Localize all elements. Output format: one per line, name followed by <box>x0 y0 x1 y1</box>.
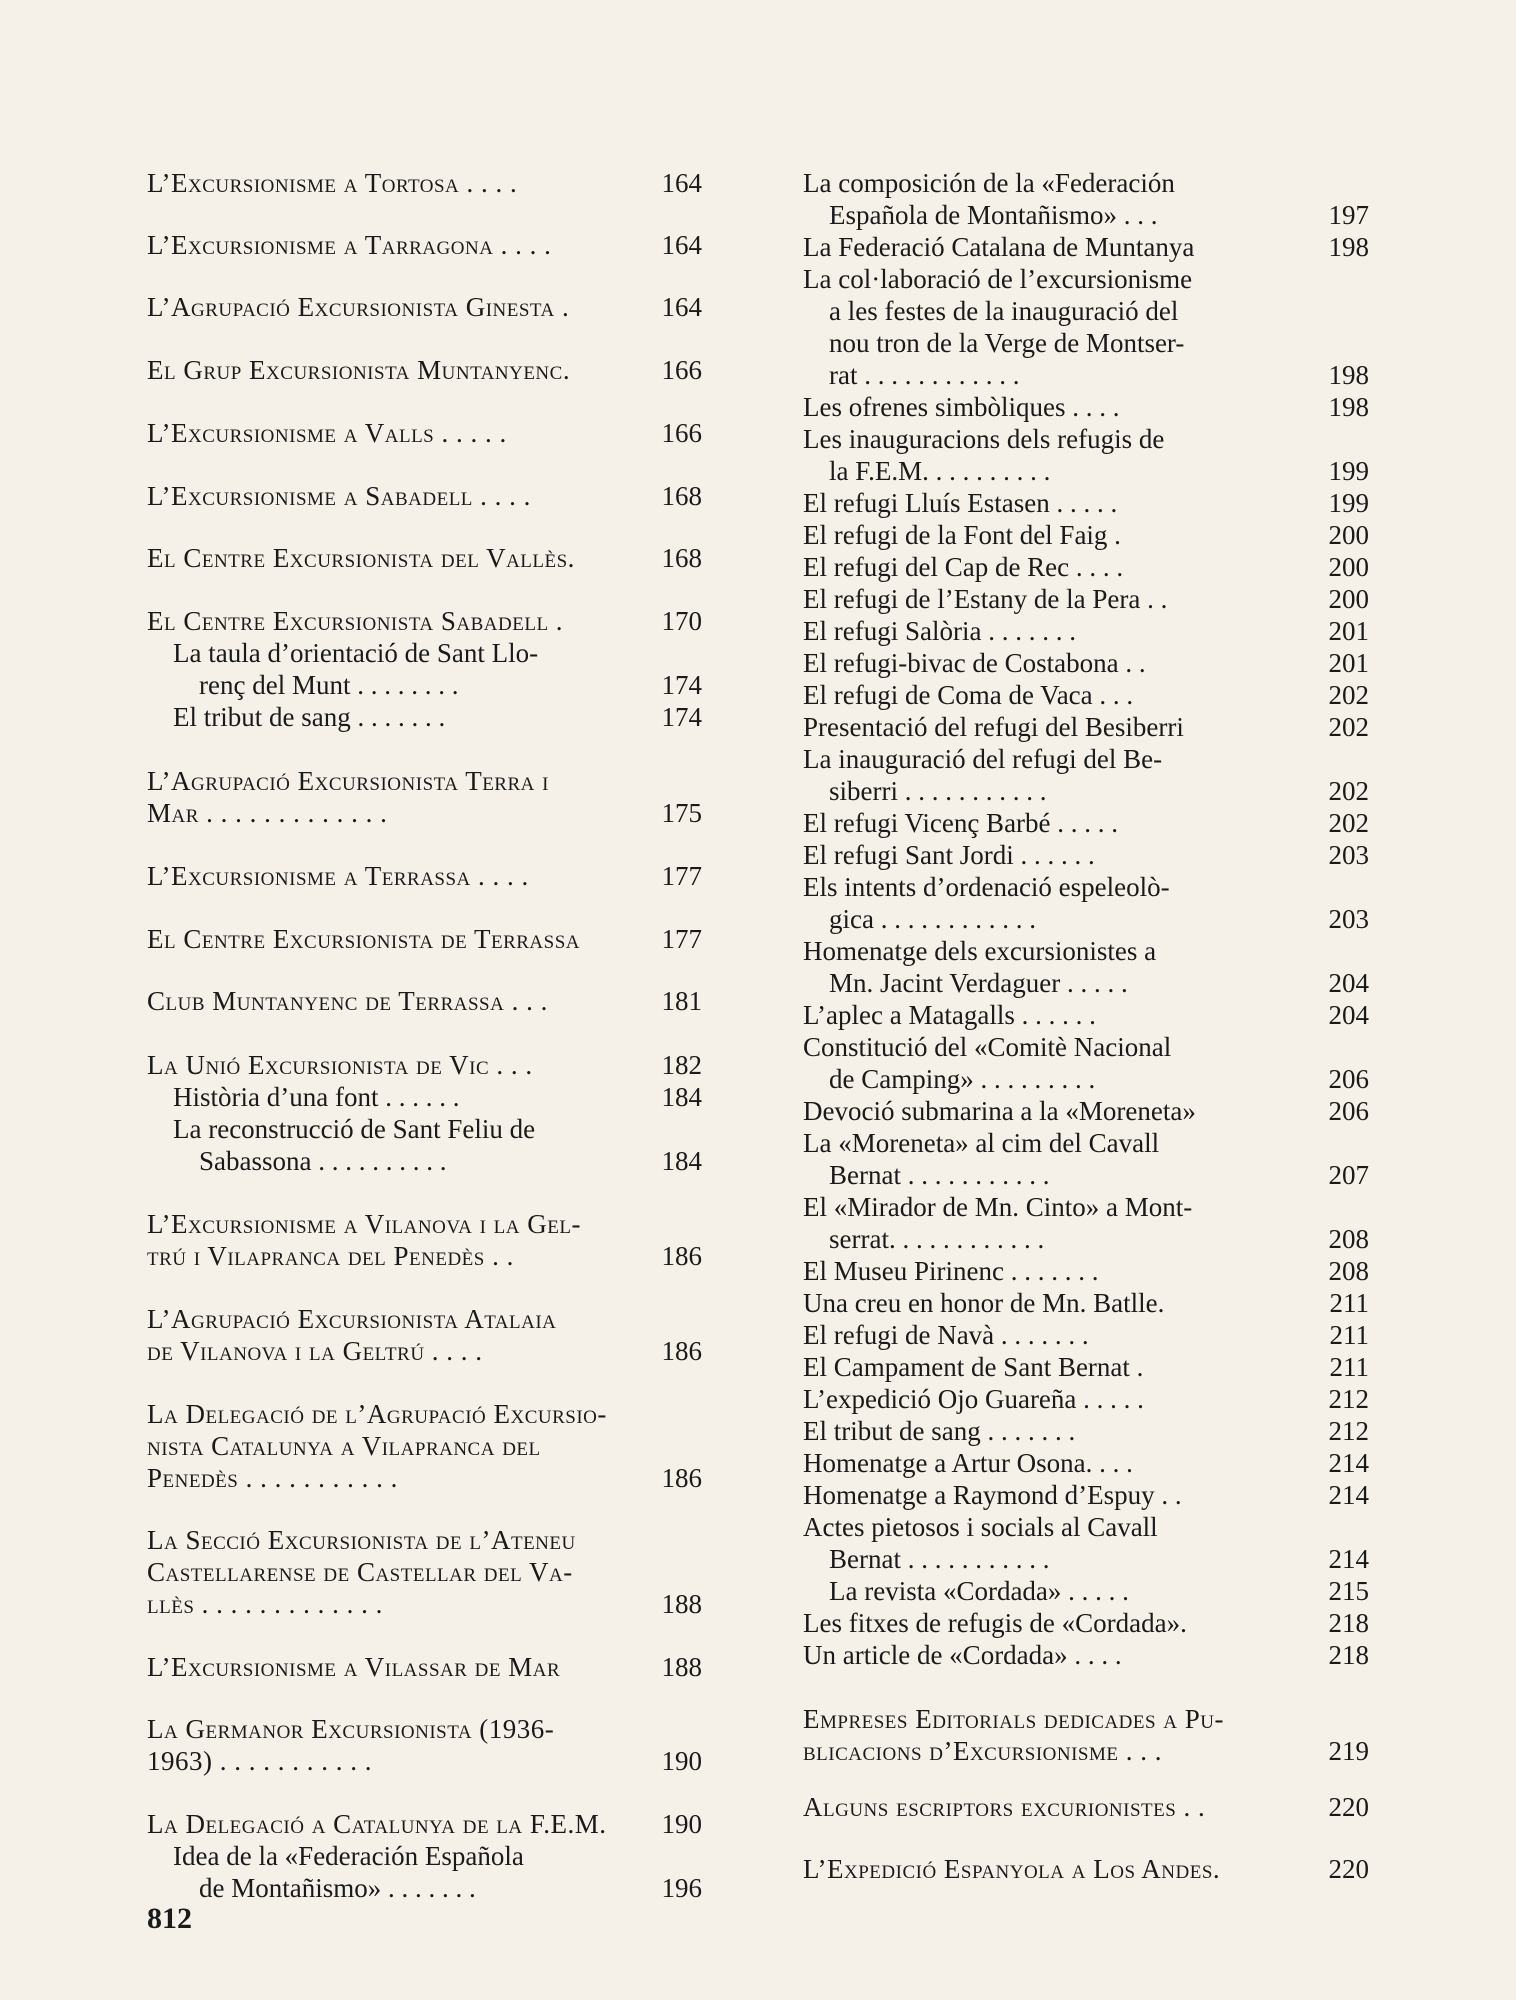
right-toc-entry <box>803 296 1369 328</box>
toc-entry-title: Homenatge dels excursionistes a <box>803 936 1157 966</box>
toc-entry-page: 202 <box>1328 680 1369 710</box>
right-toc-entry <box>803 1192 1369 1224</box>
toc-entry-page: 164 <box>661 292 702 322</box>
toc-entry-title: Actes pietosos i socials al Cavall <box>803 1512 1158 1542</box>
toc-entry-title: L’Agrupació Excursionista Terra i <box>147 766 549 796</box>
toc-entry-title: La Unió Excursionista de Vic . . . <box>147 1050 533 1080</box>
toc-entry-page: 186 <box>661 1463 702 1493</box>
toc-entry-page: 212 <box>1328 1384 1369 1414</box>
left-toc-entry <box>147 1399 702 1431</box>
toc-entry-title: El refugi de l’Estany de la Pera . . <box>803 584 1168 614</box>
right-toc-entry <box>803 776 1369 808</box>
right-toc-entry <box>803 1608 1369 1640</box>
toc-entry-title: Homenatge a Artur Osona. . . . <box>803 1448 1133 1478</box>
toc-entry-title: El «Mirador de Mn. Cinto» a Mont- <box>803 1192 1193 1222</box>
right-toc-entry <box>803 936 1369 968</box>
left-toc-entry <box>147 1336 702 1368</box>
toc-entry-title: Presentació del refugi del Besiberri <box>803 712 1184 742</box>
toc-entry-page: 204 <box>1328 1000 1369 1030</box>
toc-entry-title: La Federació Catalana de Muntanya <box>803 232 1195 262</box>
toc-entry-title: La col·laboració de l’excursionisme <box>803 264 1193 294</box>
toc-entry-title: Un article de «Cordada» . . . . <box>803 1640 1122 1670</box>
toc-entry-title: El Centre Excursionista Sabadell . <box>147 606 564 636</box>
left-toc-entry <box>147 1557 702 1589</box>
left-toc-entry <box>147 1050 702 1082</box>
toc-entry-page: 202 <box>1328 712 1369 742</box>
toc-entry-page: 190 <box>661 1809 702 1839</box>
toc-entry-title: blicacions d’Excursionisme . . . <box>803 1736 1162 1766</box>
left-toc-entry <box>147 543 702 575</box>
toc-entry-title: La «Moreneta» al cim del Cavall <box>803 1128 1160 1158</box>
toc-entry-page: 203 <box>1328 904 1369 934</box>
toc-entry-page: 211 <box>1329 1320 1369 1350</box>
right-toc-entry <box>803 1256 1369 1288</box>
right-toc-entry <box>803 360 1369 392</box>
toc-entry-page: 199 <box>1328 456 1369 486</box>
toc-entry-page: 190 <box>661 1746 702 1776</box>
right-toc-entry <box>803 904 1369 936</box>
toc-entry-title: Penedès . . . . . . . . . . . <box>147 1463 398 1493</box>
toc-entry-page: 177 <box>661 861 702 891</box>
toc-entry-page: 198 <box>1328 392 1369 422</box>
left-toc-entry <box>147 861 702 893</box>
toc-entry-title: Idea de la «Federación Española <box>173 1841 524 1871</box>
toc-entry-page: 188 <box>661 1589 702 1619</box>
toc-entry-title: nou tron de la Verge de Montser- <box>829 328 1185 358</box>
left-toc-entry <box>147 292 702 324</box>
toc-entry-page: 214 <box>1328 1480 1369 1510</box>
right-toc-entry <box>803 744 1369 776</box>
right-toc-entry <box>803 648 1369 680</box>
left-toc-entry <box>147 670 702 702</box>
right-toc-entry <box>803 1544 1369 1576</box>
toc-entry-page: 186 <box>661 1336 702 1366</box>
toc-entry-title: El refugi del Cap de Rec . . . . <box>803 552 1124 582</box>
left-toc-entry <box>147 1082 702 1114</box>
left-toc-entry <box>147 1241 702 1273</box>
toc-entry-page: 184 <box>661 1146 702 1176</box>
left-toc-entry <box>147 1746 702 1778</box>
toc-entry-title: El Grup Excursionista Muntanyenc. <box>147 355 571 385</box>
right-toc-entry <box>803 1792 1369 1824</box>
toc-entry-title: El refugi de Coma de Vaca . . . <box>803 680 1134 710</box>
left-toc-entry <box>147 1431 702 1463</box>
toc-entry-title: El Museu Pirinenc . . . . . . . <box>803 1256 1099 1286</box>
right-toc-entry <box>803 1224 1369 1256</box>
toc-entry-title: renç del Munt . . . . . . . . <box>199 670 459 700</box>
toc-entry-title: La Delegació a Catalunya de la F.E.M. <box>147 1809 607 1839</box>
right-toc-entry <box>803 456 1369 488</box>
toc-entry-page: 203 <box>1328 840 1369 870</box>
toc-entry-title: El Centre Excursionista de Terrassa <box>147 924 580 954</box>
toc-entry-page: 211 <box>1329 1288 1369 1318</box>
right-toc-entry <box>803 392 1369 424</box>
toc-entry-title: El refugi Vicenç Barbé . . . . . <box>803 808 1119 838</box>
toc-entry-page: 218 <box>1328 1608 1369 1638</box>
toc-entry-title: La taula d’orientació de Sant Llo- <box>173 638 539 668</box>
left-toc-entry <box>147 168 702 200</box>
right-toc-entry <box>803 616 1369 648</box>
toc-entry-title: Història d’una font . . . . . . <box>173 1082 460 1112</box>
toc-entry-title: rat . . . . . . . . . . . . <box>829 360 1020 390</box>
toc-entry-title: La Secció Excursionista de l’Ateneu <box>147 1525 576 1555</box>
toc-entry-title: Les inauguracions dels refugis de <box>803 424 1165 454</box>
right-toc-entry <box>803 680 1369 712</box>
toc-entry-title: Española de Montañismo» . . . <box>829 200 1158 230</box>
toc-entry-page: 201 <box>1328 648 1369 678</box>
toc-entry-title: L’expedició Ojo Guareña . . . . . <box>803 1384 1144 1414</box>
toc-entry-page: 208 <box>1328 1256 1369 1286</box>
toc-entry-title: L’Excursionisme a Vilassar de Mar <box>147 1652 561 1682</box>
right-toc-entry <box>803 1576 1369 1608</box>
toc-entry-page: 220 <box>1328 1792 1369 1822</box>
toc-entry-page: 211 <box>1329 1352 1369 1382</box>
toc-entry-title: El refugi Sant Jordi . . . . . . <box>803 840 1095 870</box>
toc-entry-title: siberri . . . . . . . . . . . <box>829 776 1047 806</box>
toc-entry-title: Les ofrenes simbòliques . . . . <box>803 392 1120 422</box>
right-toc-entry <box>803 1736 1369 1768</box>
toc-entry-title: La Germanor Excursionista (1936- <box>147 1714 555 1744</box>
toc-entry-page: 181 <box>661 986 702 1016</box>
toc-entry-title: L’Excursionisme a Tarragona . . . . <box>147 230 552 260</box>
toc-entry-title: L’Excursionisme a Sabadell . . . . <box>147 481 531 511</box>
toc-entry-title: Alguns escriptors excurionistes . . <box>803 1792 1206 1822</box>
right-toc-entry <box>803 1416 1369 1448</box>
toc-entry-title: nista Catalunya a Vilapranca del <box>147 1431 541 1461</box>
toc-entry-title: de Camping» . . . . . . . . . <box>829 1064 1096 1094</box>
toc-entry-page: 204 <box>1328 968 1369 998</box>
toc-entry-page: 174 <box>661 670 702 700</box>
right-toc-entry <box>803 552 1369 584</box>
toc-entry-page: 206 <box>1328 1064 1369 1094</box>
right-toc-entry <box>803 1640 1369 1672</box>
toc-entry-title: Les fitxes de refugis de «Cordada». <box>803 1608 1187 1638</box>
left-toc-entry <box>147 606 702 638</box>
toc-entry-page: 168 <box>661 543 702 573</box>
toc-entry-page: 201 <box>1328 616 1369 646</box>
toc-entry-page: 177 <box>661 924 702 954</box>
right-toc-entry <box>803 264 1369 296</box>
toc-entry-title: trú i Vilapranca del Penedès . . <box>147 1241 514 1271</box>
toc-entry-title: Mn. Jacint Verdaguer . . . . . <box>829 968 1128 998</box>
toc-entry-page: 184 <box>661 1082 702 1112</box>
right-toc-entry <box>803 1128 1369 1160</box>
toc-entry-page: 197 <box>1328 200 1369 230</box>
toc-entry-title: El refugi Salòria . . . . . . . <box>803 616 1076 646</box>
toc-entry-page: 214 <box>1328 1544 1369 1574</box>
left-toc-entry <box>147 1589 702 1621</box>
right-toc-entry <box>803 968 1369 1000</box>
left-toc-entry <box>147 1463 702 1495</box>
right-toc-entry <box>803 232 1369 264</box>
toc-entry-title: El tribut de sang . . . . . . . <box>803 1416 1076 1446</box>
toc-entry-title: El Campament de Sant Bernat . <box>803 1352 1144 1382</box>
toc-entry-title: Mar . . . . . . . . . . . . . <box>147 798 388 828</box>
left-toc-entry <box>147 766 702 798</box>
toc-entry-title: Bernat . . . . . . . . . . . <box>829 1160 1050 1190</box>
right-toc-entry <box>803 1352 1369 1384</box>
toc-entry-page: 206 <box>1328 1096 1369 1126</box>
toc-entry-page: 198 <box>1328 360 1369 390</box>
toc-entry-title: gica . . . . . . . . . . . . <box>829 904 1036 934</box>
toc-entry-title: El refugi-bivac de Costabona . . <box>803 648 1146 678</box>
toc-entry-title: L’Excursionisme a Vilanova i la Gel- <box>147 1209 581 1239</box>
left-toc-entry <box>147 1304 702 1336</box>
toc-entry-title: La inauguració del refugi del Be- <box>803 744 1163 774</box>
right-toc-entry <box>803 1480 1369 1512</box>
right-toc-entry <box>803 584 1369 616</box>
toc-entry-page: 207 <box>1328 1160 1369 1190</box>
right-toc-entry <box>803 488 1369 520</box>
right-toc-entry <box>803 168 1369 200</box>
left-toc-entry <box>147 1146 702 1178</box>
right-toc-entry <box>803 1384 1369 1416</box>
toc-entry-title: L’Excursionisme a Valls . . . . . <box>147 418 507 448</box>
left-toc-entry <box>147 1841 702 1873</box>
right-toc-entry <box>803 1096 1369 1128</box>
toc-entry-page: 170 <box>661 606 702 636</box>
toc-entry-title: La Delegació de l’Agrupació Excursio- <box>147 1399 607 1429</box>
left-toc-entry <box>147 1652 702 1684</box>
toc-entry-title: Empreses Editorials dedicades a Pu- <box>803 1704 1225 1734</box>
toc-entry-title: de Montañismo» . . . . . . . <box>199 1873 476 1903</box>
toc-entry-title: El tribut de sang . . . . . . . <box>173 702 446 732</box>
toc-entry-title: L’Agrupació Excursionista Ginesta . <box>147 292 570 322</box>
toc-entry-title: Castellarense de Castellar del Va- <box>147 1557 573 1587</box>
toc-entry-page: 164 <box>661 168 702 198</box>
left-toc-entry <box>147 355 702 387</box>
toc-entry-page: 212 <box>1328 1416 1369 1446</box>
toc-entry-page: 175 <box>661 798 702 828</box>
page-number: 812 <box>147 1902 192 1935</box>
left-toc-entry <box>147 1809 702 1841</box>
toc-entry-title: Els intents d’ordenació espeleolò- <box>803 872 1170 902</box>
toc-entry-page: 199 <box>1328 488 1369 518</box>
right-toc-entry <box>803 1064 1369 1096</box>
toc-entry-title: de Vilanova i la Geltrú . . . . <box>147 1336 483 1366</box>
toc-entry-page: 198 <box>1328 232 1369 262</box>
right-toc-entry <box>803 1448 1369 1480</box>
toc-entry-title: La revista «Cordada» . . . . . <box>829 1576 1129 1606</box>
right-toc-entry <box>803 1704 1369 1736</box>
right-toc-entry <box>803 424 1369 456</box>
toc-entry-page: 166 <box>661 355 702 385</box>
toc-entry-title: Sabassona . . . . . . . . . . <box>199 1146 447 1176</box>
right-toc-entry <box>803 1032 1369 1064</box>
left-toc-entry <box>147 1525 702 1557</box>
toc-entry-title: El refugi de la Font del Faig . <box>803 520 1121 550</box>
toc-entry-title: La composición de la «Federación <box>803 168 1175 198</box>
toc-entry-page: 202 <box>1328 808 1369 838</box>
toc-entry-title: la F.E.M. . . . . . . . . . <box>829 456 1051 486</box>
right-toc-entry <box>803 808 1369 840</box>
toc-entry-page: 220 <box>1328 1854 1369 1884</box>
right-toc-entry <box>803 712 1369 744</box>
toc-entry-title: Una creu en honor de Mn. Batlle. <box>803 1288 1165 1318</box>
left-toc-entry <box>147 1873 702 1905</box>
toc-entry-page: 164 <box>661 230 702 260</box>
toc-entry-page: 186 <box>661 1241 702 1271</box>
left-toc-entry <box>147 924 702 956</box>
toc-entry-title: 1963) . . . . . . . . . . . <box>147 1746 372 1776</box>
right-toc-entry <box>803 1160 1369 1192</box>
left-toc-entry <box>147 986 702 1018</box>
toc-entry-page: 166 <box>661 418 702 448</box>
toc-entry-page: 200 <box>1328 520 1369 550</box>
toc-entry-page: 188 <box>661 1652 702 1682</box>
right-toc-entry <box>803 872 1369 904</box>
toc-entry-title: llès . . . . . . . . . . . . . <box>147 1589 383 1619</box>
right-toc-entry <box>803 520 1369 552</box>
toc-entry-title: Club Muntanyenc de Terrassa . . . <box>147 986 548 1016</box>
left-toc-entry <box>147 1209 702 1241</box>
right-toc-entry <box>803 200 1369 232</box>
toc-entry-title: El refugi Lluís Estasen . . . . . <box>803 488 1118 518</box>
toc-entry-title: El refugi de Navà . . . . . . . <box>803 1320 1089 1350</box>
toc-entry-title: Bernat . . . . . . . . . . . <box>829 1544 1050 1574</box>
toc-entry-title: Devoció submarina a la «Moreneta» <box>803 1096 1196 1126</box>
toc-entry-title: El Centre Excursionista del Vallès. <box>147 543 575 573</box>
left-toc-entry <box>147 638 702 670</box>
left-toc-entry <box>147 798 702 830</box>
toc-entry-title: L’aplec a Matagalls . . . . . . <box>803 1000 1096 1030</box>
toc-entry-page: 218 <box>1328 1640 1369 1670</box>
toc-entry-title: Homenatge a Raymond d’Espuy . . <box>803 1480 1182 1510</box>
left-toc-entry <box>147 230 702 262</box>
toc-entry-title: serrat. . . . . . . . . . . . <box>829 1224 1045 1254</box>
right-toc-entry <box>803 1288 1369 1320</box>
toc-entry-title: a les festes de la inauguració del <box>829 296 1179 326</box>
toc-entry-title: L’Agrupació Excursionista Atalaia <box>147 1304 557 1334</box>
toc-entry-page: 215 <box>1328 1576 1369 1606</box>
left-toc-entry <box>147 1714 702 1746</box>
right-toc-entry <box>803 328 1369 360</box>
toc-entry-title: L’Excursionisme a Terrassa . . . . <box>147 861 529 891</box>
left-toc-entry <box>147 418 702 450</box>
toc-entry-page: 200 <box>1328 552 1369 582</box>
toc-entry-page: 196 <box>661 1873 702 1903</box>
right-toc-entry <box>803 1512 1369 1544</box>
toc-entry-page: 208 <box>1328 1224 1369 1254</box>
toc-entry-title: L’Excursionisme a Tortosa . . . . <box>147 168 518 198</box>
left-toc-entry <box>147 1114 702 1146</box>
toc-entry-page: 168 <box>661 481 702 511</box>
toc-entry-title: Constitució del «Comitè Nacional <box>803 1032 1172 1062</box>
toc-entry-title: La reconstrucció de Sant Feliu de <box>173 1114 536 1144</box>
right-toc-entry <box>803 840 1369 872</box>
toc-entry-title: L’Expedició Espanyola a Los Andes. <box>803 1854 1221 1884</box>
right-toc-entry <box>803 1000 1369 1032</box>
left-toc-entry <box>147 481 702 513</box>
right-toc-entry <box>803 1854 1369 1886</box>
toc-entry-page: 214 <box>1328 1448 1369 1478</box>
left-toc-entry <box>147 702 702 734</box>
toc-entry-page: 174 <box>661 702 702 732</box>
right-toc-entry <box>803 1320 1369 1352</box>
toc-entry-page: 219 <box>1328 1736 1369 1766</box>
toc-entry-page: 202 <box>1328 776 1369 806</box>
toc-entry-page: 200 <box>1328 584 1369 614</box>
toc-entry-page: 182 <box>661 1050 702 1080</box>
